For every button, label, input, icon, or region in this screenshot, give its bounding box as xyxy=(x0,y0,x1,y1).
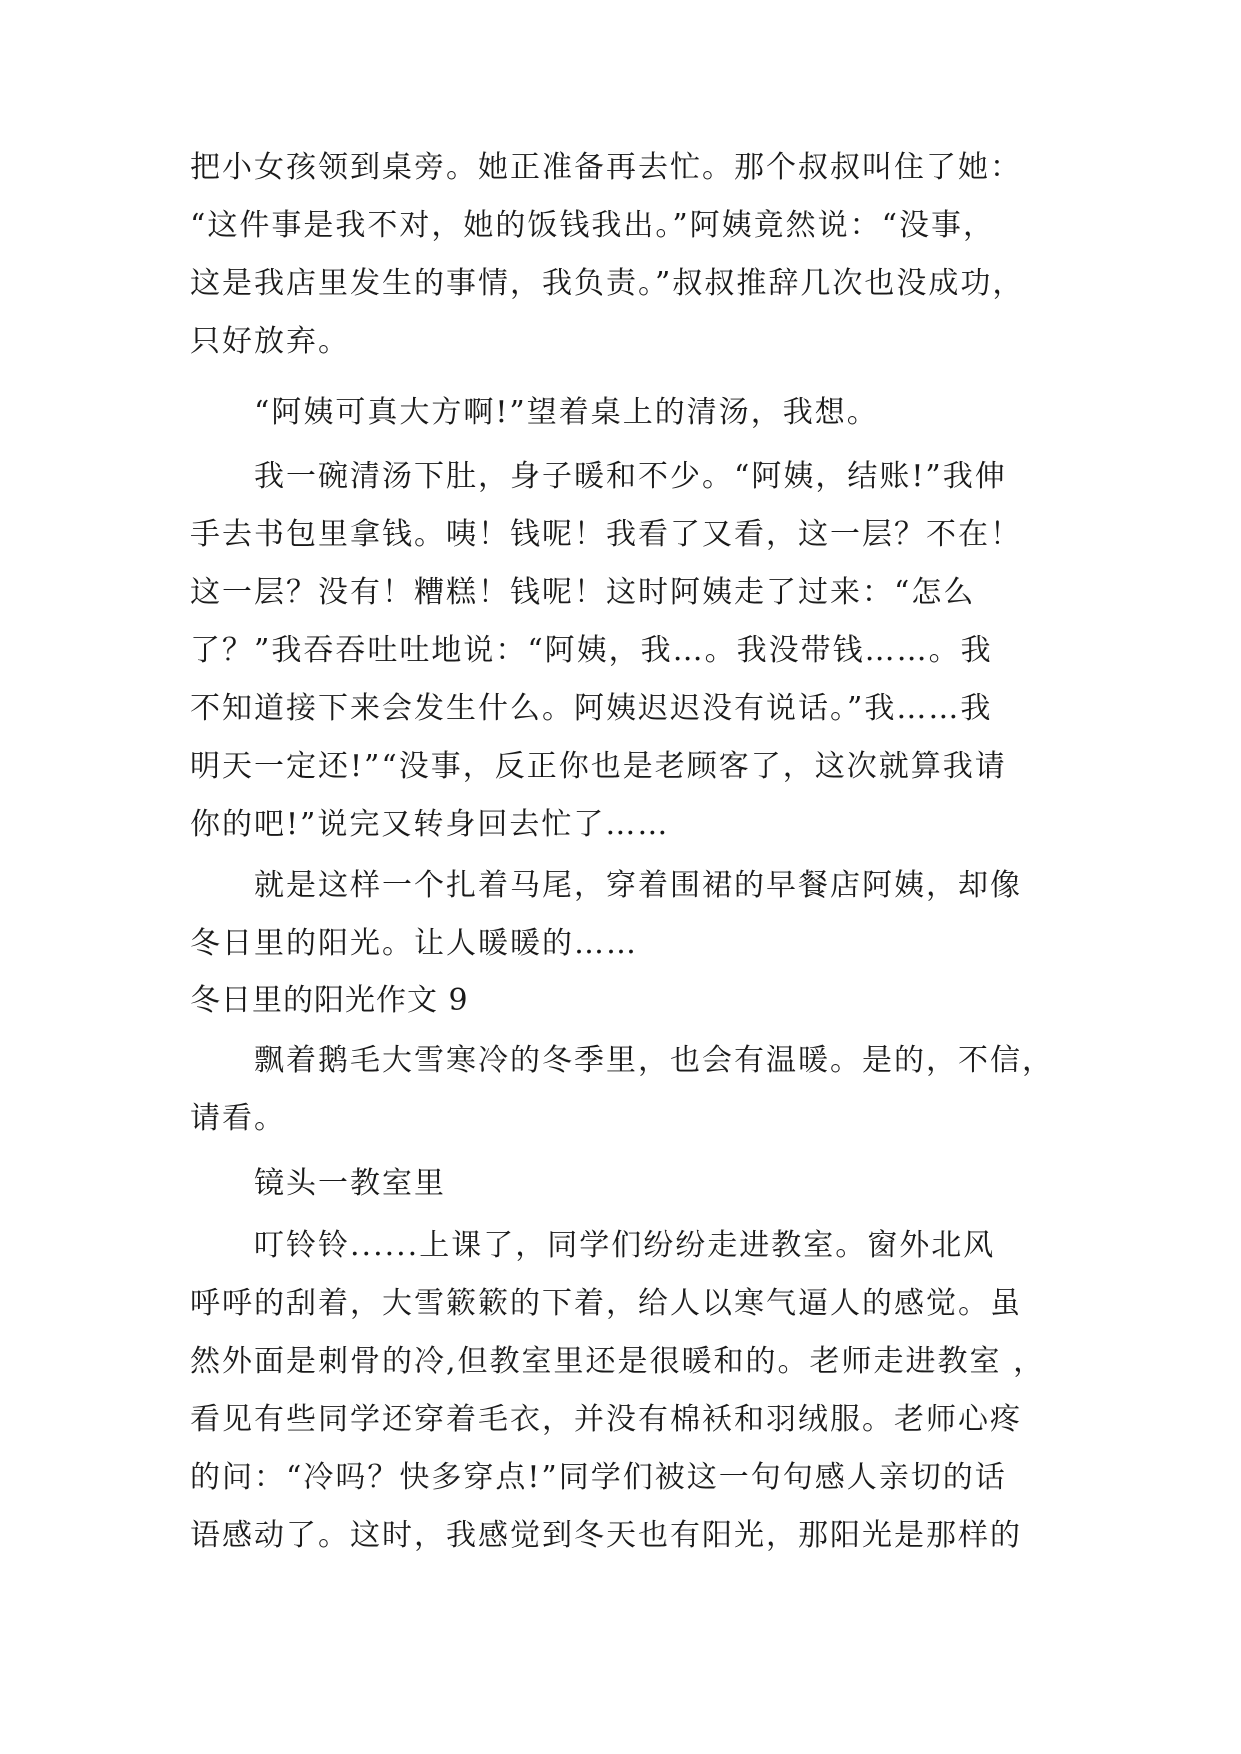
text-line: 明天一定还!”“没事，反正你也是老顾客了，这次就算我请 xyxy=(190,749,1007,784)
text-line: 不知道接下来会发生什么。阿姨迟迟没有说话。”我……我 xyxy=(190,691,993,726)
text-line: 这是我店里发生的事情，我负责。”叔叔推辞几次也没成功， xyxy=(190,266,1025,301)
text-line: “阿姨可真大方啊!”望着桌上的清汤，我想。 xyxy=(254,395,879,430)
text-line: 就是这样一个扎着马尾，穿着围裙的早餐店阿姨，却像 xyxy=(254,868,1022,903)
text-line: 把小女孩领到桌旁。她正准备再去忙。那个叔叔叫住了她： xyxy=(190,150,1022,185)
text-line: 我一碗清汤下肚，身子暖和不少。“阿姨，结账!”我伸 xyxy=(254,459,1007,494)
text-line: 的问：“冷吗？快多穿点!”同学们被这一句句感人亲切的话 xyxy=(190,1460,1007,1495)
text-line: 冬日里的阳光。让人暖暖的…… xyxy=(190,926,638,961)
text-line: 语感动了。这时，我感觉到冬天也有阳光，那阳光是那样的 xyxy=(190,1518,1022,1553)
text-line: 呼呼的刮着，大雪簌簌的下着，给人以寒气逼人的感觉。虽 xyxy=(190,1286,1022,1321)
text-line: 了？”我吞吞吐吐地说：“阿姨，我…。我没带钱……。我 xyxy=(190,633,993,668)
text-line: 手去书包里拿钱。咦！钱呢！我看了又看，这一层？不在！ xyxy=(190,517,1022,552)
text-line: 这一层？没有！糟糕！钱呢！这时阿姨走了过来：“怎么 xyxy=(190,575,976,610)
text-line: 请看。 xyxy=(190,1101,286,1136)
text-line: 然外面是刺骨的冷,但教室里还是很暖和的。老师走进教室 ， xyxy=(190,1344,1046,1379)
text-line: 你的吧!”说完又转身回去忙了…… xyxy=(190,807,670,842)
text-line: “这件事是我不对，她的饭钱我出。”阿姨竟然说：“没事， xyxy=(190,208,996,243)
text-line: 镜头一教室里 xyxy=(254,1166,446,1201)
section-heading: 冬日里的阳光作文 9 xyxy=(190,983,469,1018)
text-line: 飘着鹅毛大雪寒冷的冬季里，也会有温暖。是的，不信， xyxy=(254,1043,1054,1078)
text-line: 只好放弃。 xyxy=(190,324,350,359)
text-line: 看见有些同学还穿着毛衣，并没有棉袄和羽绒服。老师心疼 xyxy=(190,1402,1022,1437)
text-line: 叮铃铃......上课了，同学们纷纷走进教室。窗外北风 xyxy=(254,1228,996,1263)
